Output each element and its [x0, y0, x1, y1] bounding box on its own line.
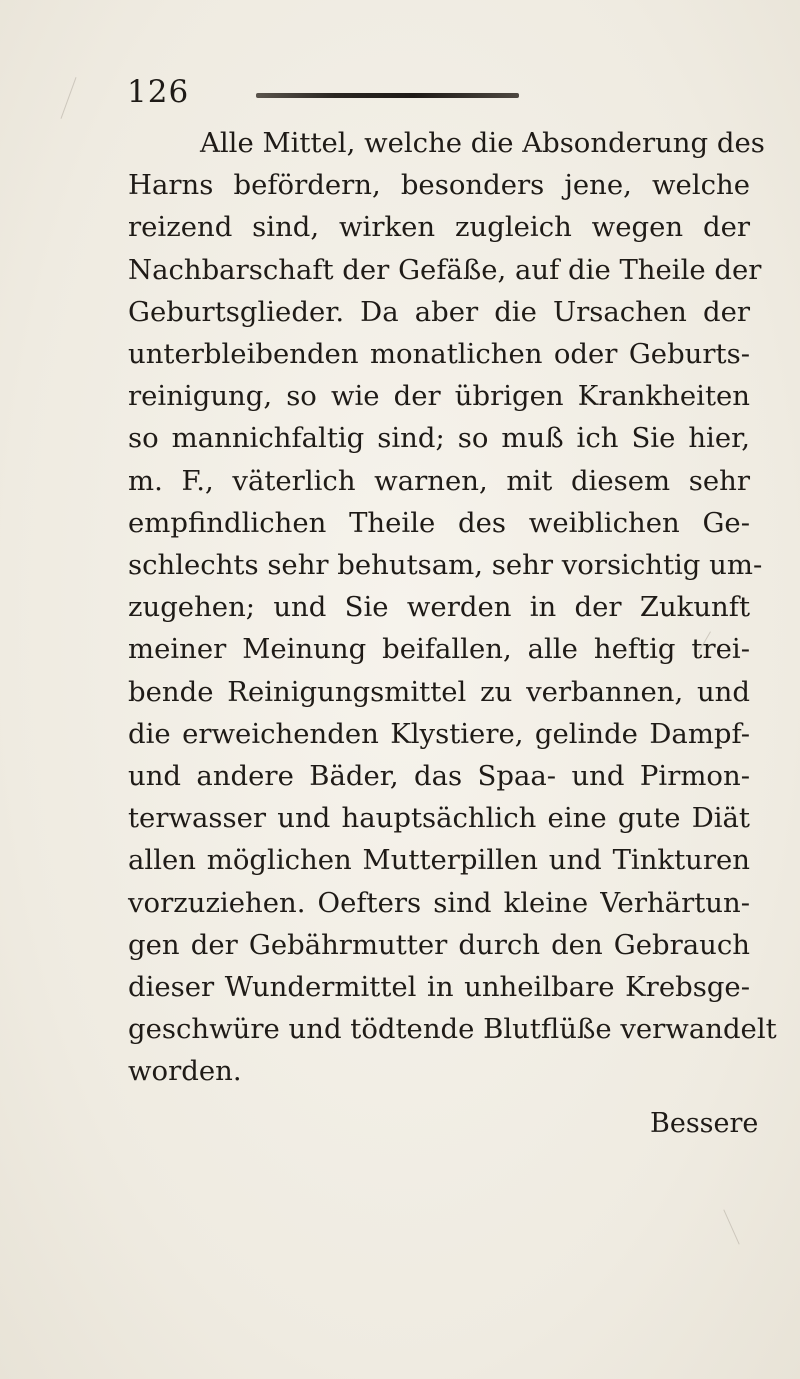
text-line: meiner Meinung beifallen, alle heftig trei- [128, 633, 750, 666]
header-rule [256, 93, 519, 98]
text-line: empfindlichen Theile des weiblichen Ge- [128, 506, 750, 539]
catchword: Bessere [650, 1107, 759, 1139]
text-line: reinigung, so wie der übrigen Krankheiten [128, 380, 750, 413]
text-line: dieser Wundermittel in unheilbare Krebsge- [128, 971, 750, 1003]
text-line: Alle Mittel, welche die Absonderung des [200, 127, 765, 159]
text-line: unterbleibenden monatlichen oder Geburts- [128, 338, 750, 370]
text-line: Harns befördern, besonders jene, welche [128, 169, 750, 202]
text-line: Geburtsglieder. Da aber die Ursachen der [128, 295, 750, 328]
text-line: geschwüre und tödtende Blutflüße verwandelt [128, 1013, 777, 1046]
text-line: so mannichfaltig sind; so muß ich Sie hier, [128, 422, 750, 455]
text-line: Nachbarschaft der Gefäße, auf die Theile der [128, 253, 762, 286]
text-line: und andere Bäder, das Spaa- und Pirmon- [128, 760, 750, 792]
text-line: allen möglichen Mutterpillen und Tinkturen [128, 844, 750, 877]
paper-scratch [723, 1209, 739, 1244]
text-line: schlechts sehr behutsam, sehr vorsichtig um- [128, 549, 763, 581]
text-line: vorzuziehen. Oefters sind kleine Verhärtun- [128, 886, 750, 919]
text-line: m. F., väterlich warnen, mit diesem sehr [128, 464, 750, 497]
text-line: terwasser und hauptsächlich eine gute Diät [128, 802, 750, 835]
page-number: 126 [127, 74, 190, 110]
text-line: die erweichenden Klystiere, gelinde Dampf- [128, 717, 750, 750]
text-line: reizend sind, wirken zugleich wegen der [128, 211, 750, 244]
text-line: zugehen; und Sie werden in der Zukunft [128, 591, 750, 624]
text-line: gen der Gebährmutter durch den Gebrauch [128, 928, 750, 961]
paper-scratch [61, 77, 77, 119]
text-line-last: worden. [128, 1055, 242, 1088]
text-line: bende Reinigungsmittel zu verbannen, und [128, 675, 750, 708]
